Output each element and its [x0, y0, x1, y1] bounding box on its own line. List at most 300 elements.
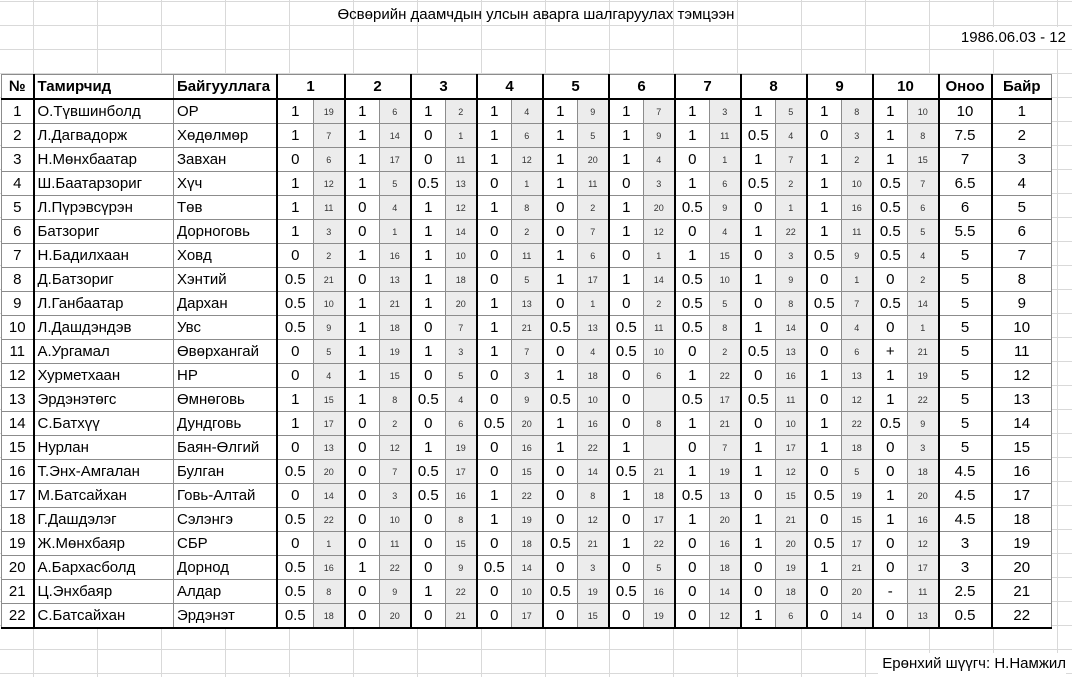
player-organization[interactable]: Ховд [174, 244, 277, 268]
game-2-opponent[interactable]: 4 [380, 196, 411, 220]
game-4-opponent[interactable]: 4 [512, 99, 543, 124]
player-score[interactable]: 5 [939, 388, 992, 412]
game-9-result[interactable]: 0 [807, 388, 842, 412]
game-9-result[interactable]: 0.5 [807, 292, 842, 316]
game-6-result[interactable]: 0.5 [609, 316, 644, 340]
game-7-result[interactable]: 1 [675, 508, 710, 532]
game-10-opponent[interactable]: 10 [908, 99, 939, 124]
game-3-result[interactable]: 0 [411, 316, 446, 340]
game-5-opponent[interactable]: 4 [578, 340, 609, 364]
game-10-result[interactable]: 0.5 [873, 292, 908, 316]
player-score[interactable]: 5.5 [939, 220, 992, 244]
game-7-opponent[interactable]: 14 [710, 580, 741, 604]
game-4-result[interactable]: 0 [477, 580, 512, 604]
game-7-result[interactable]: 1 [675, 364, 710, 388]
player-organization[interactable]: Өмнөговь [174, 388, 277, 412]
game-5-result[interactable]: 0 [543, 460, 578, 484]
game-3-result[interactable]: 1 [411, 244, 446, 268]
game-4-opponent[interactable]: 7 [512, 340, 543, 364]
game-3-result[interactable]: 1 [411, 436, 446, 460]
game-2-result[interactable]: 1 [345, 388, 380, 412]
header-game-1[interactable]: 1 [277, 75, 345, 100]
game-5-result[interactable]: 0.5 [543, 580, 578, 604]
game-6-opponent[interactable]: 10 [644, 340, 675, 364]
game-1-result[interactable]: 0.5 [277, 316, 314, 340]
player-place[interactable]: 2 [992, 124, 1052, 148]
game-6-result[interactable]: 1 [609, 436, 644, 460]
player-score[interactable]: 10 [939, 99, 992, 124]
game-1-opponent[interactable]: 13 [314, 436, 345, 460]
player-score[interactable]: 2.5 [939, 580, 992, 604]
game-10-opponent[interactable]: 5 [908, 220, 939, 244]
header-game-8[interactable]: 8 [741, 75, 807, 100]
game-5-result[interactable]: 0 [543, 484, 578, 508]
game-4-result[interactable]: 0 [477, 172, 512, 196]
player-organization[interactable]: Хөдөлмөр [174, 124, 277, 148]
game-8-result[interactable]: 0 [741, 484, 776, 508]
game-8-opponent[interactable]: 14 [776, 316, 807, 340]
player-number[interactable]: 6 [2, 220, 34, 244]
game-4-result[interactable]: 0 [477, 244, 512, 268]
game-1-result[interactable]: 0 [277, 148, 314, 172]
game-10-opponent[interactable]: 14 [908, 292, 939, 316]
header-game-7[interactable]: 7 [675, 75, 741, 100]
game-3-result[interactable]: 0.5 [411, 460, 446, 484]
game-6-result[interactable]: 1 [609, 484, 644, 508]
game-1-result[interactable]: 0 [277, 244, 314, 268]
game-7-opponent[interactable]: 10 [710, 268, 741, 292]
game-6-result[interactable]: 0.5 [609, 460, 644, 484]
player-number[interactable]: 12 [2, 364, 34, 388]
game-3-opponent[interactable]: 13 [446, 172, 477, 196]
game-6-opponent[interactable]: 8 [644, 412, 675, 436]
game-2-opponent[interactable]: 11 [380, 532, 411, 556]
game-5-opponent[interactable]: 6 [578, 244, 609, 268]
game-2-opponent[interactable]: 8 [380, 388, 411, 412]
game-9-opponent[interactable]: 3 [842, 124, 873, 148]
game-7-opponent[interactable]: 16 [710, 532, 741, 556]
game-9-result[interactable]: 1 [807, 364, 842, 388]
player-score[interactable]: 0.5 [939, 604, 992, 629]
game-2-opponent[interactable]: 21 [380, 292, 411, 316]
header-game-3[interactable]: 3 [411, 75, 477, 100]
game-3-opponent[interactable]: 10 [446, 244, 477, 268]
game-8-result[interactable]: 1 [741, 436, 776, 460]
game-3-result[interactable]: 0.5 [411, 172, 446, 196]
game-7-opponent[interactable]: 20 [710, 508, 741, 532]
game-8-result[interactable]: 0 [741, 292, 776, 316]
game-8-result[interactable]: 0.5 [741, 388, 776, 412]
game-6-result[interactable]: 0 [609, 412, 644, 436]
game-5-result[interactable]: 1 [543, 124, 578, 148]
player-number[interactable]: 19 [2, 532, 34, 556]
game-7-result[interactable]: 1 [675, 244, 710, 268]
player-number[interactable]: 22 [2, 604, 34, 629]
game-4-opponent[interactable]: 16 [512, 436, 543, 460]
game-4-opponent[interactable]: 15 [512, 460, 543, 484]
game-2-opponent[interactable]: 5 [380, 172, 411, 196]
game-5-result[interactable]: 0 [543, 292, 578, 316]
game-5-result[interactable]: 0 [543, 508, 578, 532]
player-score[interactable]: 7.5 [939, 124, 992, 148]
game-2-result[interactable]: 0 [345, 580, 380, 604]
player-place[interactable]: 13 [992, 388, 1052, 412]
game-9-result[interactable]: 1 [807, 172, 842, 196]
player-place[interactable]: 21 [992, 580, 1052, 604]
game-10-opponent[interactable]: 12 [908, 532, 939, 556]
game-7-opponent[interactable]: 2 [710, 340, 741, 364]
game-6-result[interactable]: 0 [609, 388, 644, 412]
game-9-opponent[interactable]: 19 [842, 484, 873, 508]
game-2-opponent[interactable]: 17 [380, 148, 411, 172]
game-2-opponent[interactable]: 1 [380, 220, 411, 244]
game-4-opponent[interactable]: 9 [512, 388, 543, 412]
game-2-result[interactable]: 1 [345, 316, 380, 340]
game-4-opponent[interactable]: 10 [512, 580, 543, 604]
game-10-result[interactable]: 0.5 [873, 220, 908, 244]
game-8-opponent[interactable]: 17 [776, 436, 807, 460]
game-10-opponent[interactable]: 8 [908, 124, 939, 148]
player-place[interactable]: 11 [992, 340, 1052, 364]
game-6-result[interactable]: 0.5 [609, 580, 644, 604]
game-6-result[interactable]: 1 [609, 220, 644, 244]
game-3-opponent[interactable]: 22 [446, 580, 477, 604]
game-1-result[interactable]: 1 [277, 99, 314, 124]
game-5-opponent[interactable]: 22 [578, 436, 609, 460]
game-2-opponent[interactable]: 19 [380, 340, 411, 364]
game-8-result[interactable]: 0.5 [741, 124, 776, 148]
game-6-opponent[interactable]: 14 [644, 268, 675, 292]
player-place[interactable]: 17 [992, 484, 1052, 508]
player-name[interactable]: А.Бархасболд [34, 556, 174, 580]
game-10-result[interactable]: 0 [873, 436, 908, 460]
player-number[interactable]: 18 [2, 508, 34, 532]
game-10-opponent[interactable]: 11 [908, 580, 939, 604]
game-1-opponent[interactable]: 16 [314, 556, 345, 580]
game-9-opponent[interactable]: 7 [842, 292, 873, 316]
game-3-opponent[interactable]: 18 [446, 268, 477, 292]
game-1-result[interactable]: 0 [277, 484, 314, 508]
player-number[interactable]: 20 [2, 556, 34, 580]
game-3-opponent[interactable]: 11 [446, 148, 477, 172]
game-10-opponent[interactable]: 17 [908, 556, 939, 580]
game-6-result[interactable]: 0 [609, 604, 644, 629]
game-8-opponent[interactable]: 5 [776, 99, 807, 124]
game-5-opponent[interactable]: 8 [578, 484, 609, 508]
game-3-result[interactable]: 1 [411, 99, 446, 124]
game-6-opponent[interactable]: 22 [644, 532, 675, 556]
player-place[interactable]: 3 [992, 148, 1052, 172]
game-8-result[interactable]: 0.5 [741, 340, 776, 364]
game-10-opponent[interactable]: 1 [908, 316, 939, 340]
game-8-opponent[interactable]: 1 [776, 196, 807, 220]
game-7-opponent[interactable]: 7 [710, 436, 741, 460]
game-2-opponent[interactable]: 14 [380, 124, 411, 148]
game-3-opponent[interactable]: 16 [446, 484, 477, 508]
game-7-opponent[interactable]: 21 [710, 412, 741, 436]
player-organization[interactable]: Завхан [174, 148, 277, 172]
game-9-opponent[interactable]: 20 [842, 580, 873, 604]
game-1-result[interactable]: 1 [277, 124, 314, 148]
game-3-result[interactable]: 0 [411, 124, 446, 148]
player-place[interactable]: 14 [992, 412, 1052, 436]
game-6-result[interactable]: 1 [609, 532, 644, 556]
player-organization[interactable]: Сэлэнгэ [174, 508, 277, 532]
game-2-result[interactable]: 0 [345, 220, 380, 244]
game-7-opponent[interactable]: 11 [710, 124, 741, 148]
game-10-result[interactable]: 1 [873, 124, 908, 148]
player-place[interactable]: 15 [992, 436, 1052, 460]
player-organization[interactable]: ОР [174, 99, 277, 124]
player-name[interactable]: Хурметхаан [34, 364, 174, 388]
game-3-result[interactable]: 1 [411, 340, 446, 364]
game-2-result[interactable]: 0 [345, 508, 380, 532]
game-10-result[interactable]: 1 [873, 388, 908, 412]
player-organization[interactable]: Дорноговь [174, 220, 277, 244]
game-5-opponent[interactable]: 7 [578, 220, 609, 244]
game-1-result[interactable]: 0.5 [277, 556, 314, 580]
game-6-opponent[interactable]: 1 [644, 244, 675, 268]
game-4-result[interactable]: 1 [477, 148, 512, 172]
game-8-opponent[interactable]: 15 [776, 484, 807, 508]
game-5-result[interactable]: 0 [543, 340, 578, 364]
game-7-opponent[interactable]: 13 [710, 484, 741, 508]
game-9-result[interactable]: 0 [807, 316, 842, 340]
game-7-opponent[interactable]: 12 [710, 604, 741, 629]
game-1-opponent[interactable]: 9 [314, 316, 345, 340]
player-score[interactable]: 5 [939, 268, 992, 292]
game-4-opponent[interactable]: 13 [512, 292, 543, 316]
game-1-opponent[interactable]: 8 [314, 580, 345, 604]
game-7-opponent[interactable]: 3 [710, 99, 741, 124]
player-score[interactable]: 5 [939, 292, 992, 316]
game-4-result[interactable]: 0 [477, 460, 512, 484]
game-2-opponent[interactable]: 10 [380, 508, 411, 532]
game-7-opponent[interactable]: 6 [710, 172, 741, 196]
game-10-result[interactable]: 0.5 [873, 172, 908, 196]
player-organization[interactable]: Алдар [174, 580, 277, 604]
player-number[interactable]: 2 [2, 124, 34, 148]
player-name[interactable]: Л.Пүрэвсүрэн [34, 196, 174, 220]
game-5-result[interactable]: 1 [543, 364, 578, 388]
game-2-opponent[interactable]: 2 [380, 412, 411, 436]
game-3-result[interactable]: 1 [411, 196, 446, 220]
game-3-result[interactable]: 1 [411, 580, 446, 604]
game-4-opponent[interactable]: 2 [512, 220, 543, 244]
game-1-result[interactable]: 1 [277, 172, 314, 196]
game-8-result[interactable]: 1 [741, 532, 776, 556]
game-3-result[interactable]: 0.5 [411, 388, 446, 412]
game-10-result[interactable]: 1 [873, 99, 908, 124]
game-4-result[interactable]: 1 [477, 508, 512, 532]
game-3-opponent[interactable]: 2 [446, 99, 477, 124]
game-8-opponent[interactable]: 18 [776, 580, 807, 604]
player-score[interactable]: 6 [939, 196, 992, 220]
game-6-opponent[interactable]: 17 [644, 508, 675, 532]
game-3-result[interactable]: 0 [411, 604, 446, 629]
game-6-opponent[interactable] [644, 388, 675, 412]
game-9-result[interactable]: 0.5 [807, 484, 842, 508]
game-5-opponent[interactable]: 11 [578, 172, 609, 196]
game-3-opponent[interactable]: 12 [446, 196, 477, 220]
player-score[interactable]: 5 [939, 316, 992, 340]
game-1-result[interactable]: 0.5 [277, 508, 314, 532]
game-7-opponent[interactable]: 1 [710, 148, 741, 172]
game-4-result[interactable]: 0 [477, 268, 512, 292]
player-score[interactable]: 5 [939, 412, 992, 436]
player-number[interactable]: 8 [2, 268, 34, 292]
game-8-opponent[interactable]: 10 [776, 412, 807, 436]
game-5-result[interactable]: 1 [543, 244, 578, 268]
game-6-result[interactable]: 0 [609, 364, 644, 388]
game-10-result[interactable]: - [873, 580, 908, 604]
game-1-result[interactable]: 0 [277, 532, 314, 556]
game-10-opponent[interactable]: 3 [908, 436, 939, 460]
game-6-opponent[interactable]: 21 [644, 460, 675, 484]
player-organization[interactable]: Хүч [174, 172, 277, 196]
player-organization[interactable]: Өвөрхангай [174, 340, 277, 364]
game-6-result[interactable]: 1 [609, 196, 644, 220]
game-7-opponent[interactable]: 4 [710, 220, 741, 244]
player-name[interactable]: Л.Дашдэндэв [34, 316, 174, 340]
game-8-opponent[interactable]: 12 [776, 460, 807, 484]
player-score[interactable]: 3 [939, 556, 992, 580]
player-organization[interactable]: Говь-Алтай [174, 484, 277, 508]
game-7-opponent[interactable]: 18 [710, 556, 741, 580]
game-3-opponent[interactable]: 15 [446, 532, 477, 556]
game-10-opponent[interactable]: 18 [908, 460, 939, 484]
player-number[interactable]: 1 [2, 99, 34, 124]
player-name[interactable]: Ш.Баатарзориг [34, 172, 174, 196]
game-9-result[interactable]: 1 [807, 556, 842, 580]
game-5-result[interactable]: 1 [543, 436, 578, 460]
player-place[interactable]: 18 [992, 508, 1052, 532]
player-place[interactable]: 20 [992, 556, 1052, 580]
game-8-result[interactable]: 0 [741, 580, 776, 604]
game-5-result[interactable]: 1 [543, 148, 578, 172]
game-4-opponent[interactable]: 6 [512, 124, 543, 148]
game-2-opponent[interactable]: 22 [380, 556, 411, 580]
game-5-opponent[interactable]: 3 [578, 556, 609, 580]
game-3-result[interactable]: 1 [411, 292, 446, 316]
game-7-opponent[interactable]: 17 [710, 388, 741, 412]
game-5-result[interactable]: 0.5 [543, 316, 578, 340]
game-8-opponent[interactable]: 20 [776, 532, 807, 556]
game-1-opponent[interactable]: 20 [314, 460, 345, 484]
player-score[interactable]: 7 [939, 148, 992, 172]
game-5-opponent[interactable]: 13 [578, 316, 609, 340]
player-organization[interactable]: СБР [174, 532, 277, 556]
player-place[interactable]: 12 [992, 364, 1052, 388]
game-5-opponent[interactable]: 12 [578, 508, 609, 532]
player-score[interactable]: 4.5 [939, 460, 992, 484]
game-7-opponent[interactable]: 19 [710, 460, 741, 484]
game-10-opponent[interactable]: 19 [908, 364, 939, 388]
player-organization[interactable]: Дорнод [174, 556, 277, 580]
game-2-opponent[interactable]: 16 [380, 244, 411, 268]
game-6-result[interactable]: 1 [609, 268, 644, 292]
game-7-result[interactable]: 0 [675, 220, 710, 244]
game-3-opponent[interactable]: 5 [446, 364, 477, 388]
game-6-opponent[interactable]: 4 [644, 148, 675, 172]
game-10-result[interactable]: 1 [873, 508, 908, 532]
player-organization[interactable]: НР [174, 364, 277, 388]
game-8-opponent[interactable]: 13 [776, 340, 807, 364]
player-name[interactable]: А.Ургамал [34, 340, 174, 364]
game-9-result[interactable]: 0 [807, 124, 842, 148]
game-5-result[interactable]: 0 [543, 196, 578, 220]
player-score[interactable]: 4.5 [939, 508, 992, 532]
game-5-result[interactable]: 0 [543, 604, 578, 629]
game-6-opponent[interactable]: 12 [644, 220, 675, 244]
game-4-opponent[interactable]: 11 [512, 244, 543, 268]
game-9-opponent[interactable]: 12 [842, 388, 873, 412]
player-name[interactable]: С.Батсайхан [34, 604, 174, 629]
game-7-opponent[interactable]: 8 [710, 316, 741, 340]
game-6-opponent[interactable]: 11 [644, 316, 675, 340]
game-1-opponent[interactable]: 14 [314, 484, 345, 508]
game-6-result[interactable]: 1 [609, 148, 644, 172]
game-2-result[interactable]: 0 [345, 484, 380, 508]
player-organization[interactable]: Дархан [174, 292, 277, 316]
game-1-opponent[interactable]: 12 [314, 172, 345, 196]
player-name[interactable]: Д.Батзориг [34, 268, 174, 292]
game-7-result[interactable]: 0 [675, 436, 710, 460]
game-8-opponent[interactable]: 3 [776, 244, 807, 268]
header-place[interactable]: Байр [992, 75, 1052, 100]
player-organization[interactable]: Хэнтий [174, 268, 277, 292]
game-3-result[interactable]: 0 [411, 556, 446, 580]
game-10-opponent[interactable]: 2 [908, 268, 939, 292]
game-1-opponent[interactable]: 1 [314, 532, 345, 556]
game-8-result[interactable]: 1 [741, 148, 776, 172]
header-number[interactable]: № [2, 75, 34, 100]
game-8-opponent[interactable]: 9 [776, 268, 807, 292]
player-organization[interactable]: Увс [174, 316, 277, 340]
game-6-opponent[interactable]: 6 [644, 364, 675, 388]
game-3-opponent[interactable]: 3 [446, 340, 477, 364]
game-2-opponent[interactable]: 9 [380, 580, 411, 604]
game-6-opponent[interactable] [644, 436, 675, 460]
game-10-result[interactable]: 0.5 [873, 412, 908, 436]
game-2-result[interactable]: 1 [345, 244, 380, 268]
game-7-result[interactable]: 0.5 [675, 316, 710, 340]
player-number[interactable]: 15 [2, 436, 34, 460]
game-9-opponent[interactable]: 8 [842, 99, 873, 124]
game-7-result[interactable]: 1 [675, 124, 710, 148]
game-2-result[interactable]: 1 [345, 340, 380, 364]
player-name[interactable]: О.Түвшинболд [34, 99, 174, 124]
player-name[interactable]: С.Батхүү [34, 412, 174, 436]
game-7-result[interactable]: 0 [675, 604, 710, 629]
player-place[interactable]: 9 [992, 292, 1052, 316]
game-1-opponent[interactable]: 3 [314, 220, 345, 244]
game-4-result[interactable]: 1 [477, 340, 512, 364]
player-number[interactable]: 13 [2, 388, 34, 412]
game-7-opponent[interactable]: 5 [710, 292, 741, 316]
game-9-result[interactable]: 0 [807, 340, 842, 364]
game-9-opponent[interactable]: 10 [842, 172, 873, 196]
game-4-result[interactable]: 0 [477, 604, 512, 629]
game-5-result[interactable]: 1 [543, 268, 578, 292]
game-3-result[interactable]: 0 [411, 364, 446, 388]
player-organization[interactable]: Эрдэнэт [174, 604, 277, 629]
game-10-result[interactable]: 1 [873, 148, 908, 172]
game-1-result[interactable]: 1 [277, 220, 314, 244]
game-10-result[interactable]: 0.5 [873, 196, 908, 220]
game-1-opponent[interactable]: 2 [314, 244, 345, 268]
game-5-opponent[interactable]: 2 [578, 196, 609, 220]
